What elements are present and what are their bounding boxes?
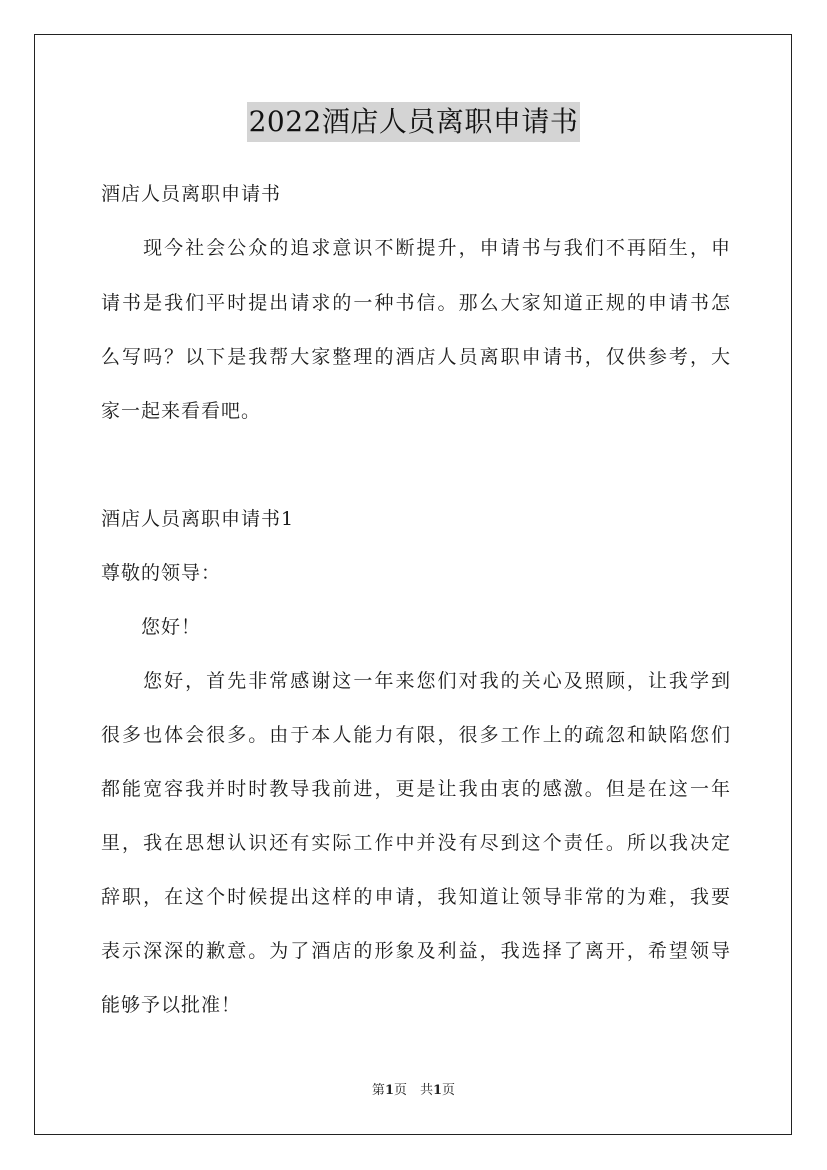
footer-prefix: 第 bbox=[371, 1083, 385, 1098]
footer-suffix: 页 bbox=[442, 1083, 456, 1098]
title-wrap bbox=[0, 102, 827, 142]
paragraph-line: 么写吗？以下是我帮大家整理的酒店人员离职申请书，仅供参考，大 bbox=[101, 346, 731, 368]
greeting: 您好！ bbox=[101, 616, 202, 638]
paragraph-line: 您好，首先非常感谢这一年来您们对我的关心及照顾，让我学到 bbox=[101, 670, 731, 692]
document-title: 2022酒店人员离职申请书 bbox=[247, 102, 581, 142]
paragraph-line: 能够予以批准！ bbox=[101, 994, 242, 1016]
paragraph-line: 都能宽容我并时时教导我前进，更是让我由衷的感激。但是在这一年 bbox=[101, 778, 731, 800]
paragraph-line: 里，我在思想认识还有实际工作中并没有尽到这个责任。所以我决定 bbox=[101, 832, 731, 854]
section-heading: 酒店人员离职申请书 bbox=[101, 183, 282, 205]
section-heading: 酒店人员离职申请书1 bbox=[101, 508, 295, 530]
paragraph-line: 家一起来看看吧。 bbox=[101, 400, 262, 422]
paragraph-line: 现今社会公众的追求意识不断提升，申请书与我们不再陌生，申 bbox=[101, 237, 731, 259]
footer-mid: 页 共 bbox=[393, 1083, 433, 1098]
footer-page-number: 1 bbox=[384, 1083, 394, 1098]
paragraph-line: 请书是我们平时提出请求的一种书信。那么大家知道正规的申请书怎 bbox=[101, 292, 731, 314]
salutation: 尊敬的领导： bbox=[101, 562, 222, 584]
paragraph-line: 很多也体会很多。由于本人能力有限，很多工作上的疏忽和缺陷您们 bbox=[101, 724, 731, 746]
page-footer bbox=[0, 1082, 827, 1100]
paragraph-line: 辞职，在这个时候提出这样的申请，我知道让领导非常的为难，我要 bbox=[101, 886, 731, 908]
footer-page-total: 1 bbox=[433, 1083, 443, 1098]
paragraph-line: 表示深深的歉意。为了酒店的形象及利益，我选择了离开，希望领导 bbox=[101, 940, 731, 962]
